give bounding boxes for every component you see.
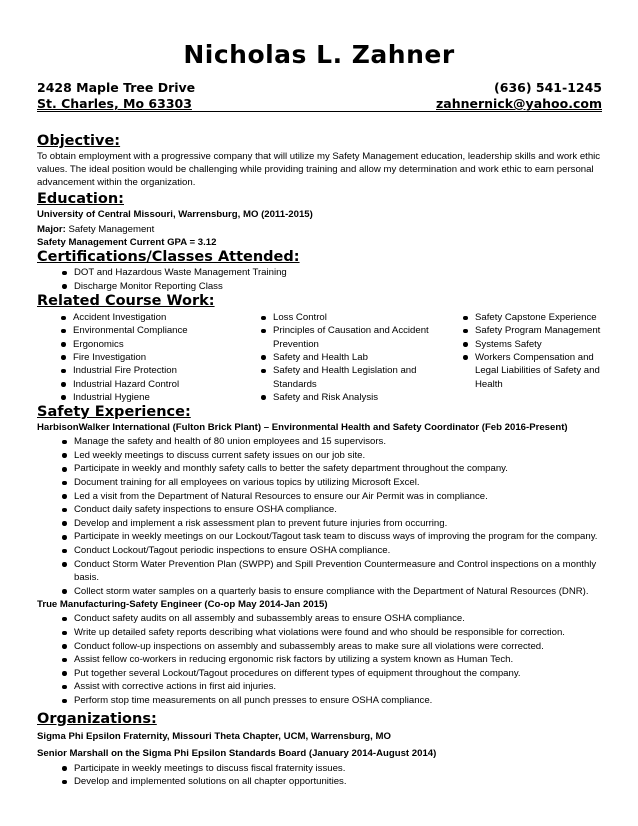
phone-number: (636) 541-1245 (494, 80, 602, 95)
coursework-columns (37, 311, 603, 404)
list-item: Accident Investigation (37, 311, 237, 324)
list-item: Fire Investigation (37, 351, 237, 364)
certifications-heading: Certifications/Classes Attended: (37, 249, 300, 265)
list-item: Conduct Lockout/Tagout periodic inspections to ensure OSHA compliance. (37, 544, 603, 558)
job-duties-harbisonwalker (37, 435, 603, 598)
list-item: Led a visit from the Department of Natural Resources to ensure our Air Permit was in compliance. (37, 490, 603, 504)
list-item: Ergonomics (37, 338, 237, 351)
coursework-column-2 (237, 311, 439, 404)
list-item: Conduct Storm Water Prevention Plan (SWPP) and Spill Prevention Countermeasure and Control inspections on a monthly basis. (37, 558, 603, 585)
list-item: Principles of Causation and Accident Prevention (237, 324, 439, 351)
list-item: Environmental Compliance (37, 324, 237, 337)
email-address: zahnernick@yahoo.com (436, 96, 602, 111)
coursework-column-1 (37, 311, 237, 404)
list-item: Industrial Hazard Control (37, 378, 237, 391)
list-item: Document training for all employees on various topics by utilizing Microsoft Excel. (37, 476, 603, 490)
list-item: Develop and implement a risk assessment plan to prevent future injuries from occurring. (37, 517, 603, 531)
major-value: Safety Management (65, 224, 155, 235)
street-address: 2428 Maple Tree Drive (37, 80, 196, 95)
list-item: DOT and Hazardous Waste Management Training (37, 266, 603, 280)
objective-text: To obtain employment with a progressive company that will utilize my Safety Management education, leadership skills and work ethic values. The ideal position would be challenging while providing training and allow my determination and work ethic to earn personal advancement within the organization. (37, 151, 601, 188)
list-item: Manage the safety and health of 80 union employees and 15 supervisors. (37, 435, 603, 449)
list-item: Led weekly meetings to discuss current safety issues on our job site. (37, 449, 603, 463)
contact-row-1 (37, 80, 602, 95)
organization-duties (37, 762, 603, 789)
coursework-heading: Related Course Work: (37, 293, 215, 310)
education-section (37, 191, 603, 249)
candidate-name: Nicholas L. Zahner (183, 40, 455, 69)
experience-section (37, 404, 603, 707)
coursework-section (37, 293, 603, 404)
resume-content (37, 133, 603, 789)
list-item: Conduct safety audits on all assembly and subassembly areas to ensure OSHA compliance. (37, 612, 603, 626)
objective-heading: Objective: (37, 133, 121, 149)
list-item: Conduct follow-up inspections on assembly and subassembly areas to make sure all violations were corrected. (37, 640, 603, 654)
job-title-harbisonwalker: HarbisonWalker International (Fulton Brick Plant) – Environmental Health and Safety Coordinator (Feb 2016-Present) (37, 422, 568, 434)
list-item: Participate in weekly meetings on our Lockout/Tagout task team to discuss ways of improving the program for the company. (37, 530, 603, 544)
major-label: Major: (37, 224, 66, 235)
coursework-column-3 (439, 311, 603, 404)
list-item: Assist with corrective actions in first aid injuries. (37, 680, 603, 694)
list-item: Workers Compensation and Legal Liabilities of Safety and Health (439, 351, 603, 391)
list-item: Industrial Fire Protection (37, 364, 237, 377)
education-school: University of Central Missouri, Warrensburg, MO (2011-2015) (37, 209, 313, 220)
list-item: Participate in weekly meetings to discuss fiscal fraternity issues. (37, 762, 603, 776)
organization-name: Sigma Phi Epsilon Fraternity, Missouri Theta Chapter, UCM, Warrensburg, MO (37, 730, 391, 742)
list-item: Conduct daily safety inspections to ensure OSHA compliance. (37, 503, 603, 517)
list-item: Perform stop time measurements on all punch presses to ensure OSHA compliance. (37, 694, 603, 708)
city-state-zip: St. Charles, Mo 63303 (37, 96, 192, 111)
education-gpa: Safety Management Current GPA = 3.12 (37, 237, 217, 248)
list-item: Systems Safety (439, 338, 603, 351)
list-item: Safety and Risk Analysis (237, 391, 439, 404)
education-heading: Education: (37, 191, 124, 207)
list-item: Discharge Monitor Reporting Class (37, 280, 603, 294)
certifications-list (37, 266, 603, 293)
list-item: Assist fellow co-workers in reducing ergonomic risk factors by utilizing a system known as Human Tech. (37, 653, 603, 667)
list-item: Put together several Lockout/Tagout procedures on different types of equipment throughout the company. (37, 667, 603, 681)
organizations-section (37, 711, 603, 789)
organization-role: Senior Marshall on the Sigma Phi Epsilon Standards Board (January 2014-August 2014) (37, 747, 437, 759)
list-item: Safety and Health Lab (237, 351, 439, 364)
list-item: Write up detailed safety reports describing what violations were found and who should be responsible for correction. (37, 626, 603, 640)
education-major (37, 223, 603, 236)
contact-row-2 (37, 96, 602, 112)
list-item: Loss Control (237, 311, 439, 324)
list-item: Participate in weekly and monthly safety calls to better the safety department throughout the company. (37, 462, 603, 476)
list-item: Collect storm water samples on a quarterly basis to ensure compliance with the Department of Natural Resources (DNR). (37, 585, 603, 599)
list-item: Develop and implemented solutions on all chapter opportunities. (37, 775, 603, 789)
list-item: Safety Program Management (439, 324, 603, 337)
list-item: Industrial Hygiene (37, 391, 237, 404)
organizations-heading: Organizations: (37, 710, 157, 727)
job-title-true-manufacturing: True Manufacturing-Safety Engineer (Co-op May 2014-Jan 2015) (37, 599, 328, 611)
job-duties-true-manufacturing (37, 612, 603, 707)
objective-section (37, 133, 603, 189)
list-item: Safety Capstone Experience (439, 311, 603, 324)
certifications-section (37, 249, 603, 293)
experience-heading: Safety Experience: (37, 404, 191, 421)
list-item: Safety and Health Legislation and Standards (237, 364, 439, 391)
